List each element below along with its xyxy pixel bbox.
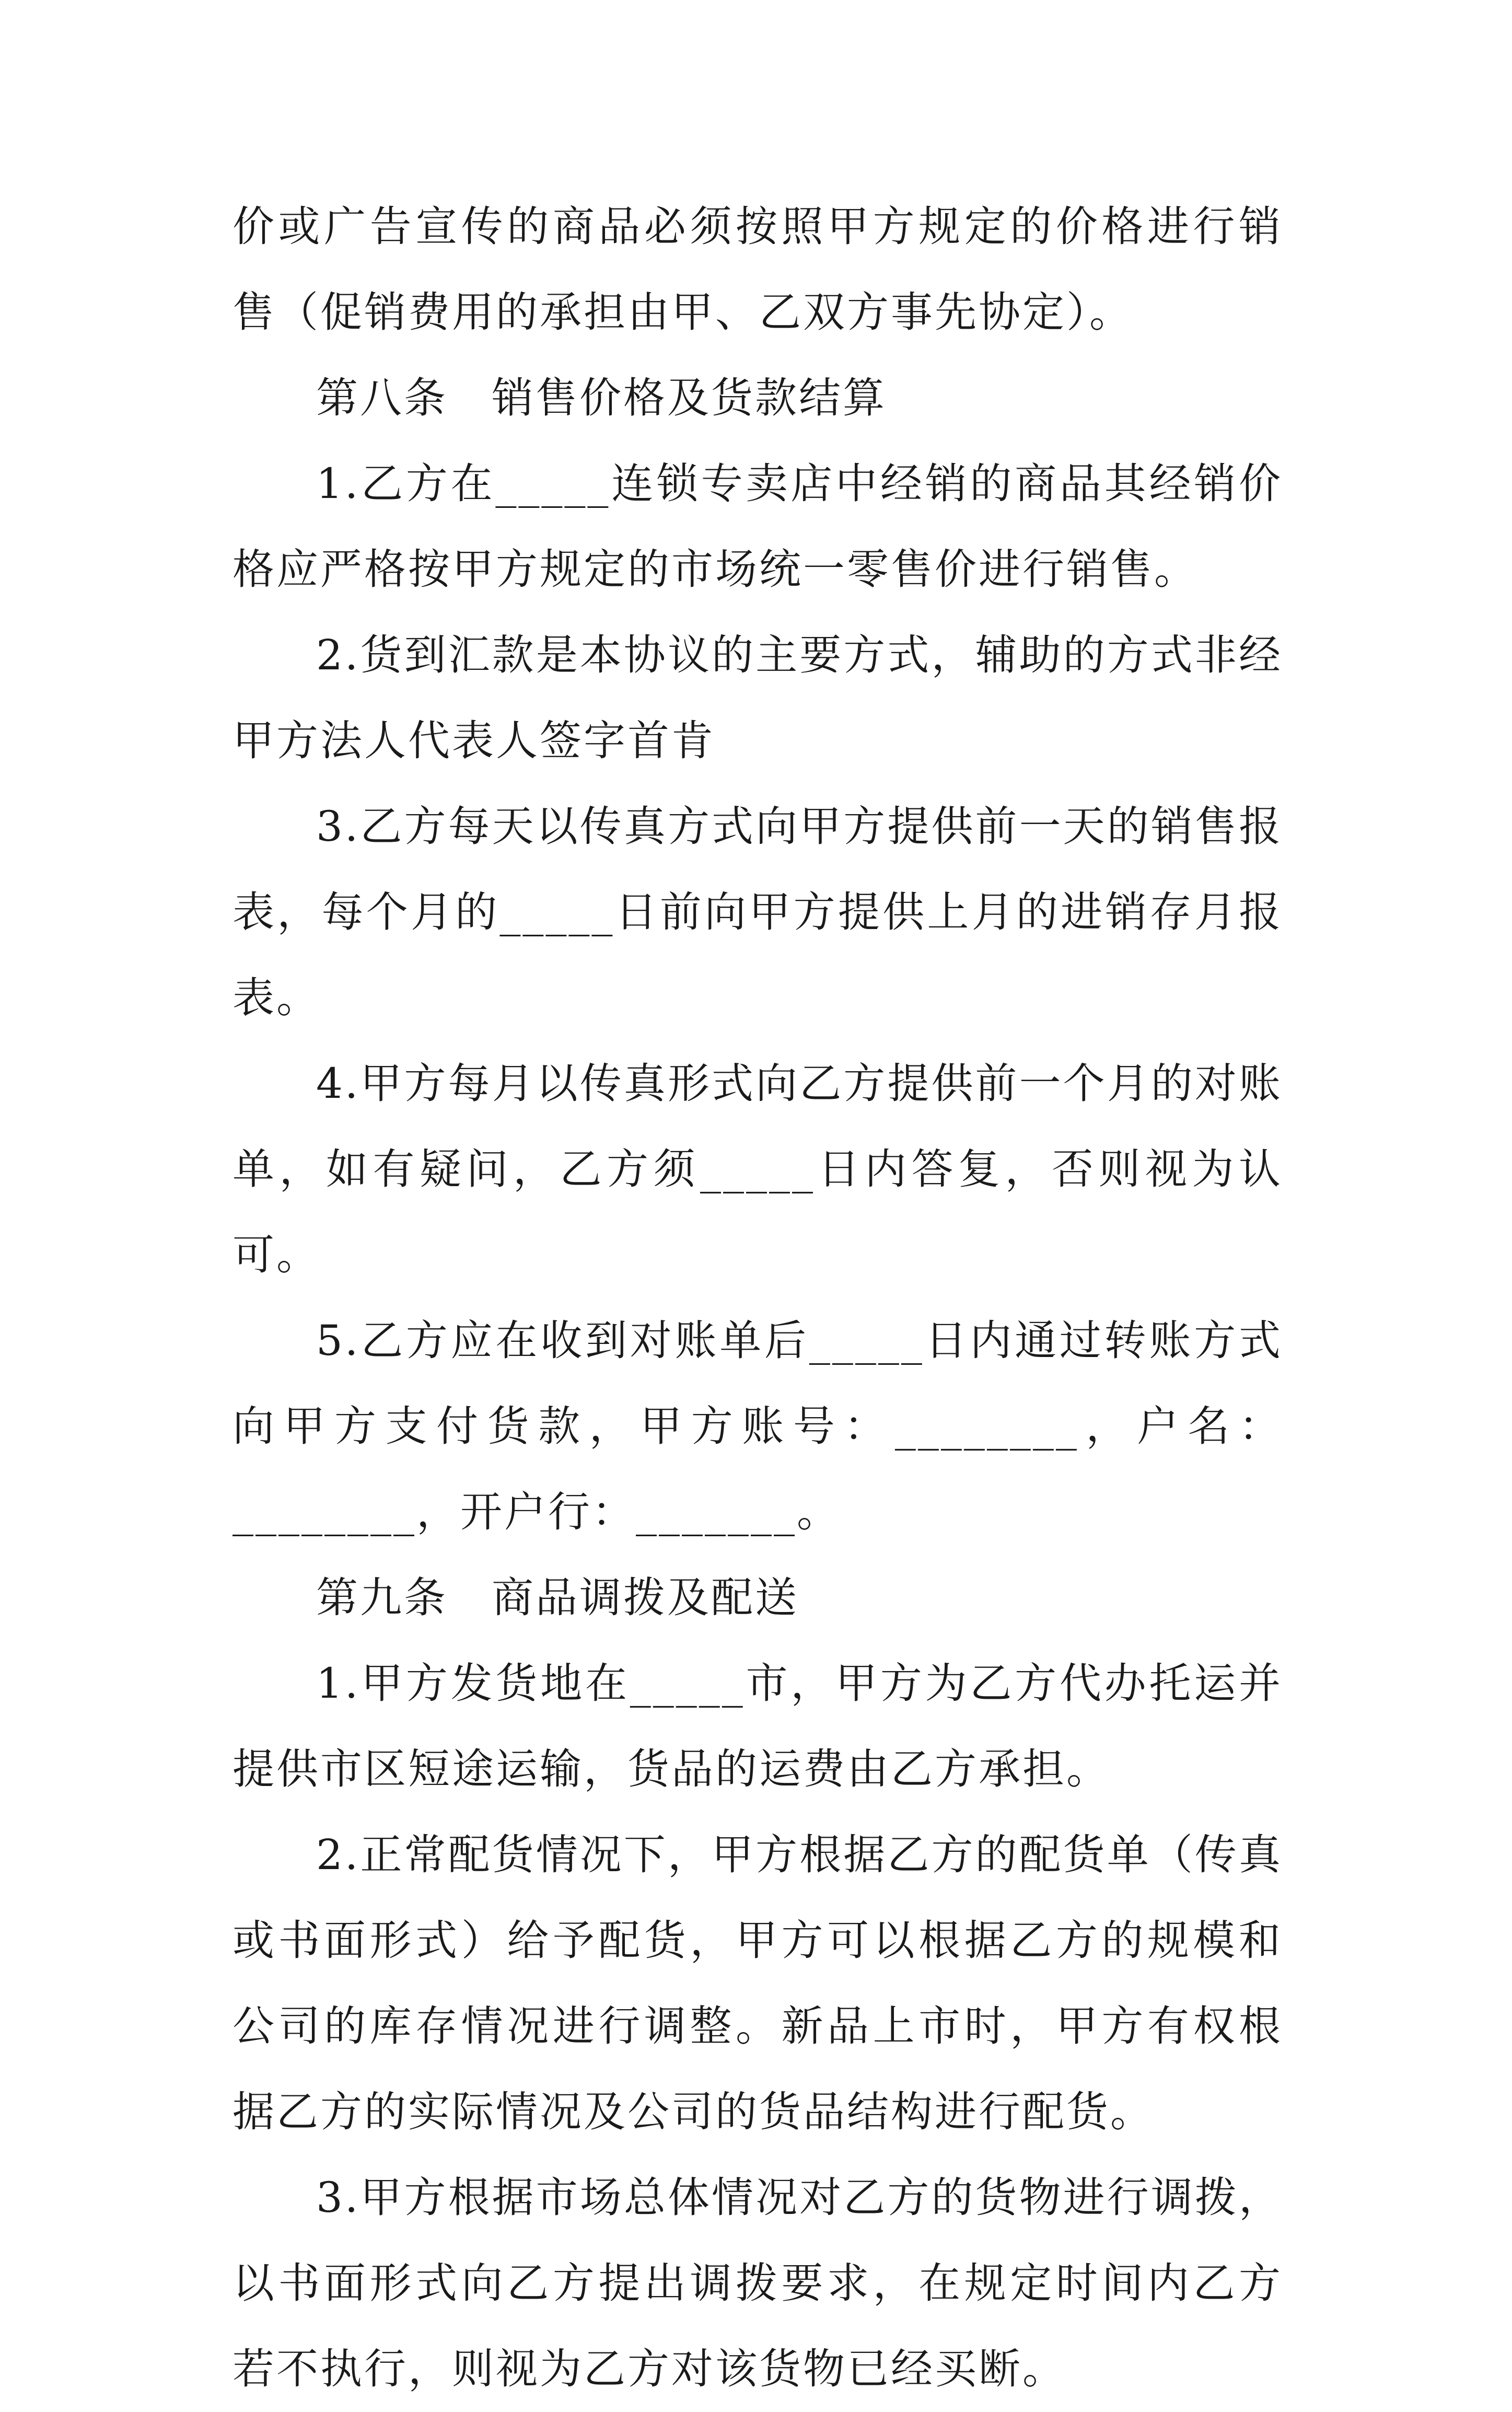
article-8-clause-2: 2.货到汇款是本协议的主要方式，辅助的方式非经甲方法人代表人签字首肯 [232, 631, 1283, 765]
paragraph-continuation: 价或广告宣传的商品必须按照甲方规定的价格进行销售（促销费用的承担由甲、乙双方事先协定）。 [232, 202, 1283, 337]
article-8-clause-5: 5.乙方应在收到对账单后_____日内通过转账方式向甲方支付货款，甲方账号：________，户名：________，开户行：_______。 [232, 1316, 1283, 1536]
article-8-heading: 第八条 销售价格及货款结算 [316, 374, 887, 422]
article-9-heading: 第九条 商品调拨及配送 [316, 1573, 799, 1622]
document-body [232, 184, 1283, 2412]
article-9-clause-1: 1.甲方发货地在_____市，甲方为乙方代办托运并提供市区短途运输，货品的运费由乙方承担。 [232, 1659, 1283, 1793]
article-9-clause-2: 2.正常配货情况下，甲方根据乙方的配货单（传真或书面形式）给予配货，甲方可以根据乙方的规模和公司的库存情况进行调整。新品上市时，甲方有权根据乙方的实际情况及公司的货品结构进行配货。 [232, 1830, 1283, 2136]
article-8-clause-4: 4.甲方每月以传真形式向乙方提供前一个月的对账单，如有疑问，乙方须_____日内答复，否则视为认可。 [232, 1059, 1283, 1279]
article-8-clause-3: 3.乙方每天以传真方式向甲方提供前一天的销售报表，每个月的_____日前向甲方提供上月的进销存月报表。 [232, 802, 1283, 1022]
article-9-clause-3: 3.甲方根据市场总体情况对乙方的货物进行调拨，以书面形式向乙方提出调拨要求，在规定时间内乙方若不执行，则视为乙方对该货物已经买断。 [232, 2173, 1283, 2393]
article-8-clause-1: 1.乙方在_____连锁专卖店中经销的商品其经销价格应严格按甲方规定的市场统一零售价进行销售。 [232, 459, 1283, 594]
